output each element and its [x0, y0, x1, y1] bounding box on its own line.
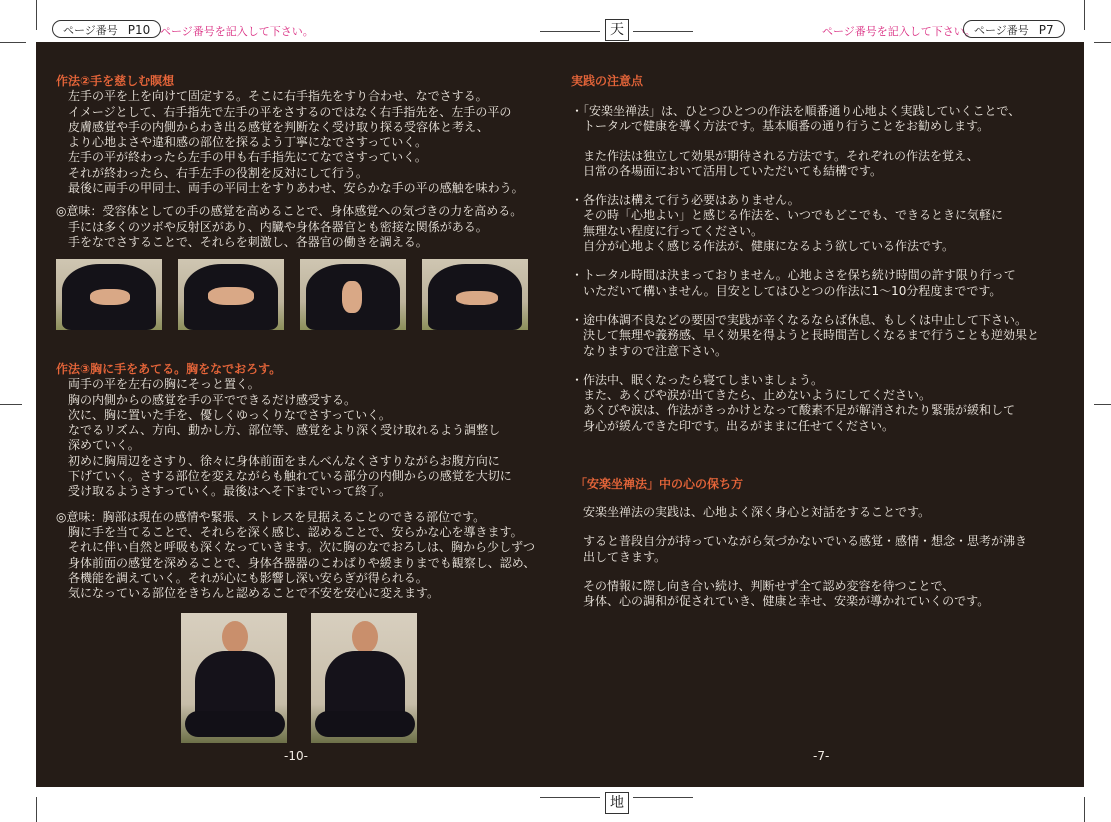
mind-paragraph	[571, 579, 1027, 610]
text-line: ・各作法は構えて行う必要はありません。	[571, 193, 800, 208]
crop-mark	[0, 42, 26, 43]
crop-mark	[633, 797, 693, 798]
top-mark: 天	[605, 19, 629, 41]
page-number-value: P7	[1038, 23, 1054, 37]
page-number-value: P10	[127, 23, 151, 37]
crop-mark	[1094, 404, 1111, 405]
text-line: 身体、心の調和が促されていき、健康と幸せ、安楽が導かれていくのです。	[583, 594, 990, 609]
meaning-line: 気になっている部位をきちんと認めることで不安を安心に変えます。	[68, 586, 440, 601]
meaning-line: 各機能を調えていく。それが心にも影響し深い安らぎが得られる。	[68, 570, 428, 585]
text-line: すると普段自分が持っていながら気づかないでいる感覚・感情・想念・思考が沸き	[583, 534, 1028, 549]
crop-mark	[540, 31, 600, 32]
person-photo-1	[181, 613, 287, 743]
section-title: 作法②手を慈しむ瞑想	[56, 74, 175, 88]
meaning-line: 胸に手を当てることで、それらを深く感じ、認めることで、安らかな心を導きます。	[68, 524, 523, 539]
text-line: 自分が心地よく感じる作法が、健康になるよう欲している作法です。	[583, 239, 955, 254]
crop-mark	[0, 404, 22, 405]
text-line: 最後に両手の甲同士、両手の平同士をすりあわせ、安らかな手の平の感触を味わう。	[68, 181, 524, 196]
section-hand-meditation	[56, 74, 524, 250]
text-line: イメージとして、右手指先で左手の平をさするのではなく右手指先を、左手の平の	[68, 104, 512, 119]
text-line: 左手の平が終わったら左手の甲も右手指先にてなでさすっていく。	[68, 150, 427, 165]
text-line: トータルで健康を導く方法です。基本順番の通り行うことをお勧めします。	[583, 119, 990, 134]
left-page	[56, 42, 556, 787]
note-paragraph	[571, 268, 1039, 299]
text-line: 身心が緩んできた印です。出るがままに任せてください。	[583, 418, 895, 433]
text-line: ・作法中、眠くなったら寝てしまいましょう。	[571, 372, 824, 387]
text-line: また、あくびや涙が出てきたら、止めないようにしてください。	[583, 388, 932, 403]
meaning-line: ◎意味：受容体としての手の感覚を高めることで、身体感覚への気づきの力を高める。	[56, 204, 523, 219]
bottom-mark: 地	[605, 792, 629, 814]
right-page-hint: ページ番号を記入して下さい。	[822, 25, 976, 38]
print-header	[0, 0, 1111, 42]
text-line: また作法は独立して効果が期待される方法です。それぞれの作法を覚え、	[583, 148, 979, 163]
text-line: ・トータル時間は決まっておりません。心地よさを保ち続け時間の許す限り行って	[571, 268, 1016, 283]
left-page-hint: ページ番号を記入して下さい。	[160, 25, 314, 38]
notes-block	[571, 104, 1039, 434]
text-line: 左手の平を上を向けて固定する。そこに右手指先をすり合わせ、なでさする。	[68, 89, 488, 104]
text-line: ・「安楽坐禅法」は、ひとつひとつの作法を順番通り心地よく実践していくことで、	[571, 104, 1021, 118]
note-paragraph	[571, 373, 1039, 434]
left-page-number-box	[52, 20, 161, 38]
section-title: 「安楽坐禅法」中の心の保ち方	[575, 477, 744, 491]
mind-paragraph	[571, 505, 1027, 520]
mind-paragraph	[571, 534, 1027, 565]
crop-mark	[1084, 0, 1085, 30]
meaning-line: 手には多くのツボや反射区があり、内臓や身体各器官とも密接な関係がある。	[68, 219, 488, 234]
section-chest	[56, 362, 535, 601]
text-line: 両手の平を左右の胸にそっと置く。	[68, 377, 260, 392]
meaning-line: ◎意味：胸部は現在の感情や緊張、ストレスを見据えることのできる部位です。	[56, 509, 486, 524]
mind-block	[571, 505, 1027, 609]
text-line: 無理ない程度に行ってください。	[583, 223, 764, 238]
crop-mark	[36, 0, 37, 30]
text-line: より心地よさや違和感の部位を探るよう丁寧になでさすっていく。	[68, 135, 428, 150]
text-line: 胸の内側からの感覚を手の平でできるだけ感受する。	[68, 392, 357, 407]
hand-photo-4	[422, 259, 528, 330]
text-line: 日常の各場面において活用していただいても結構です。	[583, 163, 883, 178]
meaning-line: 手をなでさすることで、それらを刺激し、各器官の働きを調える。	[68, 234, 428, 249]
note-paragraph	[571, 193, 1039, 254]
hand-photo-2	[178, 259, 284, 330]
note-paragraph	[571, 104, 1039, 135]
text-line: 初めに胸周辺をさすり、徐々に身体前面をまんべんなくさすりながらお腹方向に	[68, 453, 500, 468]
text-line: その情報に際し向き合い続け、判断せず全て認め変容を待つことで、	[583, 578, 955, 593]
text-line: 安楽坐禅法の実践は、心地よく深く身心と対話をすることです。	[583, 505, 931, 519]
text-line: 受け取るようさすっていく。最後はへそ下までいって終了。	[68, 484, 392, 499]
crop-mark	[1094, 42, 1111, 43]
text-line: それが終わったら、右手左手の役割を反対にして行う。	[68, 165, 368, 180]
note-paragraph	[571, 149, 1039, 180]
text-line: 皮膚感覚や手の内側からわき出る感覚を判断なく受け取り探る受容体と考え、	[68, 119, 489, 134]
text-line: 次に、胸に置いた手を、優しくゆっくりなでさすっていく。	[68, 407, 391, 422]
page-number-label: ページ番号	[974, 24, 1029, 37]
book-spread	[36, 42, 1084, 787]
text-line: 深めていく。	[68, 438, 140, 453]
text-line: あくびや涙は、作法がきっかけとなって酸素不足が解消されたり緊張が緩和して	[583, 403, 1016, 418]
page-number: -10-	[284, 749, 308, 763]
section-title: 実践の注意点	[571, 74, 644, 88]
person-photo-2	[311, 613, 417, 743]
hand-photo-3	[300, 259, 406, 330]
text-line: なでるリズム、方向、動かし方、部位等、感覚をより深く受け取れるよう調整し	[68, 423, 501, 438]
crop-mark	[540, 797, 600, 798]
text-line: 下げていく。さする部位を変えながらも触れている部分の内側からの感覚を大切に	[68, 469, 512, 484]
text-line: いただいて構いません。目安としてはひとつの作法に1～10分程度までです。	[583, 283, 1002, 298]
section-title: 作法③胸に手をあてる。胸をなでおろす。	[56, 362, 282, 376]
page-number: -7-	[813, 749, 830, 763]
crop-mark	[633, 31, 693, 32]
text-line: 出してきます。	[583, 549, 667, 564]
page-number-label: ページ番号	[63, 24, 118, 37]
right-page	[571, 42, 1071, 787]
meaning-line: 身体前面の感覚を深めることで、身体各器器のこわばりや緩まりまでも観察し、認め、	[68, 555, 536, 570]
text-line: なりますので注意下さい。	[583, 343, 728, 358]
text-line: ・途中体調不良などの要因で実践が辛くなるならば休息、もしくは中止して下さい。	[571, 312, 1028, 327]
text-line: 決して無理や義務感、早く効果を得ようと長時間苦しくなるまで行うことも逆効果と	[583, 328, 1040, 343]
text-line: その時「心地よい」と感じる作法を、いつでもどこでも、できるときに気軽に	[583, 208, 1004, 223]
note-paragraph	[571, 313, 1039, 359]
meaning-line: それに伴い自然と呼吸も深くなっていきます。次に胸のなでおろしは、胸から少しずつ	[68, 540, 536, 555]
crop-mark	[36, 797, 37, 822]
crop-mark	[1084, 797, 1085, 822]
hand-photo-1	[56, 259, 162, 330]
right-page-number-box	[963, 20, 1065, 38]
